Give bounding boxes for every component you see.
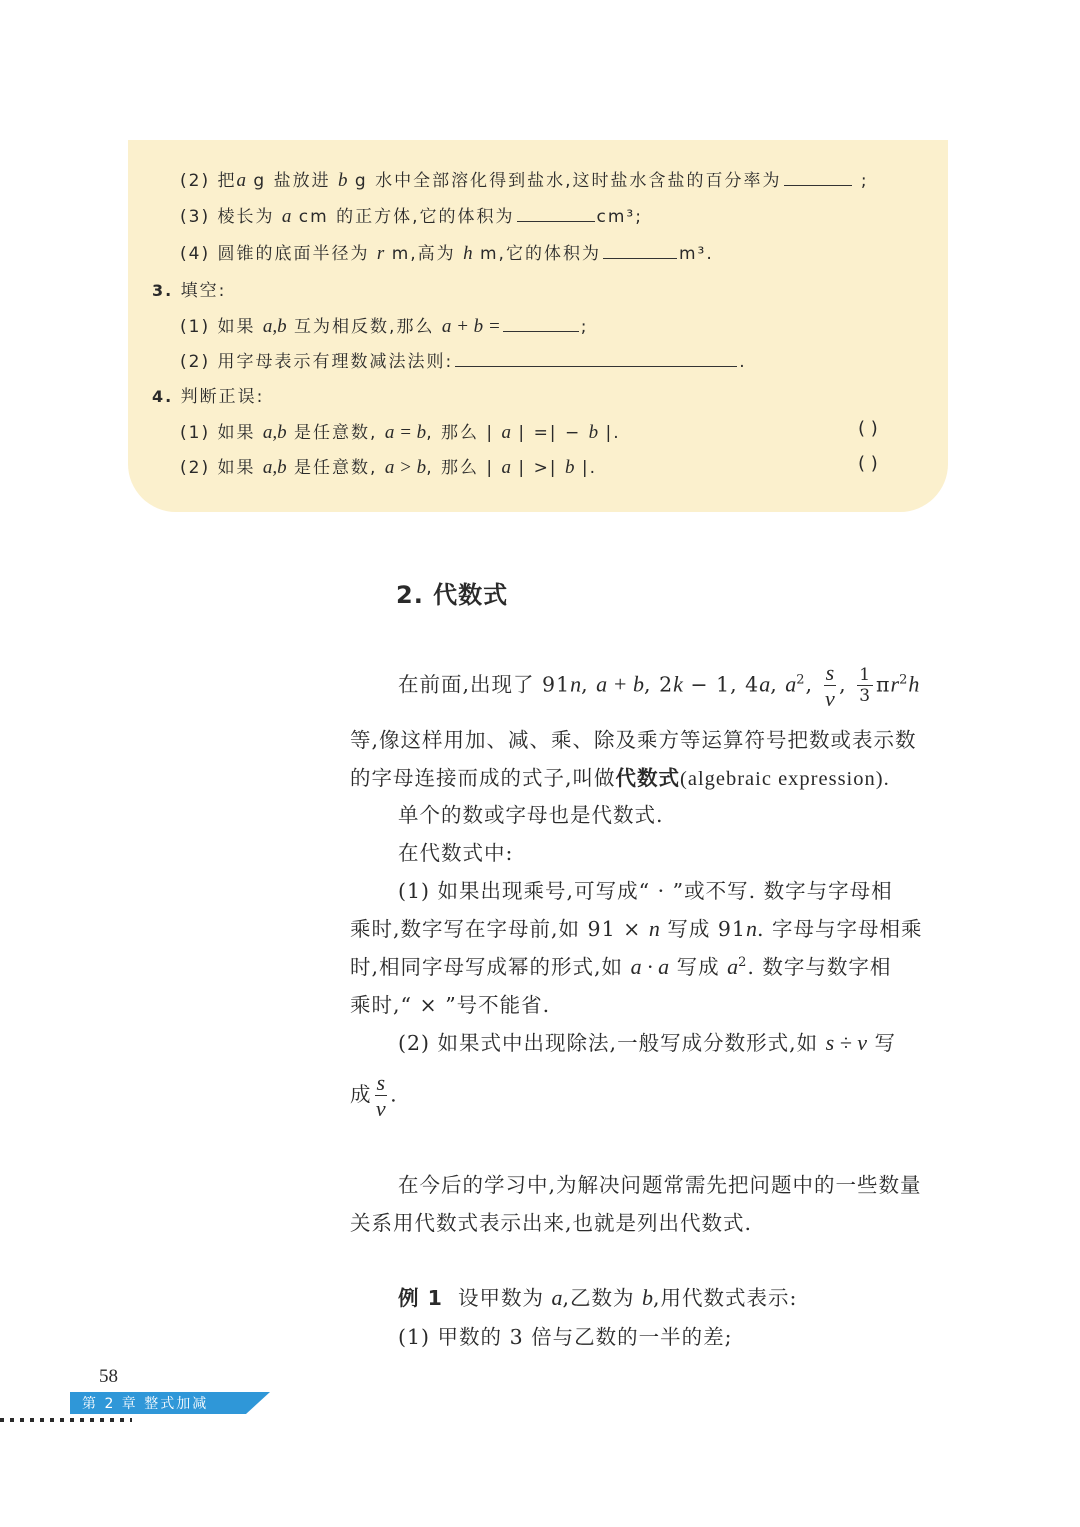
exercise-line: (2) 用字母表示有理数减法法则: .: [180, 352, 747, 372]
question-3: 3. 填空:: [152, 281, 227, 301]
exercise-line: (3) 棱长为 a cm 的正方体,它的体积为 cm³;: [180, 206, 643, 227]
chapter-label: 第 2 章 整式加减: [82, 1396, 209, 1412]
example-1-part-1: (1) 甲数的 3 倍与乙数的一半的差;: [398, 1325, 733, 1349]
term-algebraic-expression: 代数式: [615, 766, 681, 790]
paragraph-line: 等,像这样用加、减、乘、除及乘方等运算符号把数或表示数: [350, 728, 917, 752]
page-number: 58: [99, 1366, 118, 1387]
paragraph-line: 时,相同字母写成幂的形式,如 a · a 写成 $a^2$. 数字与数字相: [350, 954, 892, 979]
paragraph-line: 在今后的学习中,为解决问题常需先把问题中的一些数量: [398, 1173, 922, 1197]
paragraph-line: 关系用代数式表示出来,也就是列出代数式.: [350, 1211, 753, 1235]
paragraph-line: (2) 如果式中出现除法,一般写成分数形式,如 s ÷ v 写: [398, 1030, 897, 1055]
paragraph-line: 成 $\frac{s}{v}$ .: [350, 1070, 398, 1121]
fraction-one-third: $\frac{1}{3}$: [859, 665, 872, 706]
exercise-line: (1) 如果 a,b 是任意数, a = b, 那么 | a | =| − b |.: [180, 422, 621, 443]
paragraph-line: 乘时,数字写在字母前,如 91 × n 写成 91n. 字母与字母相乘: [350, 916, 923, 941]
paragraph-line: 的字母连接而成的式子,叫做代数式(algebraic expression).: [350, 766, 890, 790]
example-label: 例 1: [398, 1286, 443, 1310]
paragraph-line: 乘时,“ × ”号不能省.: [350, 993, 551, 1017]
section-title: 2. 代数式: [396, 581, 509, 609]
paragraph-line: 在代数式中:: [398, 841, 514, 865]
dotted-divider: [0, 1418, 132, 1422]
answer-parentheses: ( ): [858, 418, 878, 439]
exercise-line: (4) 圆锥的底面半径为 r m,高为 h m,它的体积为 m³.: [180, 243, 714, 264]
fraction-s-over-v: $\frac{s}{v}$: [375, 1070, 386, 1121]
question-4: 4. 判断正误:: [152, 387, 265, 407]
paragraph-line: 单个的数或字母也是代数式.: [398, 803, 664, 827]
paragraph-line: (1) 如果出现乘号,可写成“ · ”或不写. 数字与字母相: [398, 879, 893, 903]
paragraph-line: 在前面,出现了 91n, a + b, 2k − 1, 4a, $a^2$, $\frac{s}{v}$ , $\frac{1}{3}$ $\pi r^2h$: [398, 660, 920, 711]
fraction-s-over-v: $\frac{s}{v}$: [824, 660, 835, 711]
exercise-line: (2) 如果 a,b 是任意数, a > b, 那么 | a | >| b |.: [180, 457, 597, 478]
answer-parentheses: ( ): [858, 453, 878, 474]
exercise-line: (2) 把a g 盐放进 b g 水中全部溶化得到盐水,这时盐水含盐的百分率为 ;: [180, 170, 869, 191]
exercise-line: (1) 如果 a,b 互为相反数,那么 a + b = ;: [180, 316, 589, 337]
example-1-heading: 例 1 设甲数为 a,乙数为 b,用代数式表示:: [398, 1285, 798, 1310]
